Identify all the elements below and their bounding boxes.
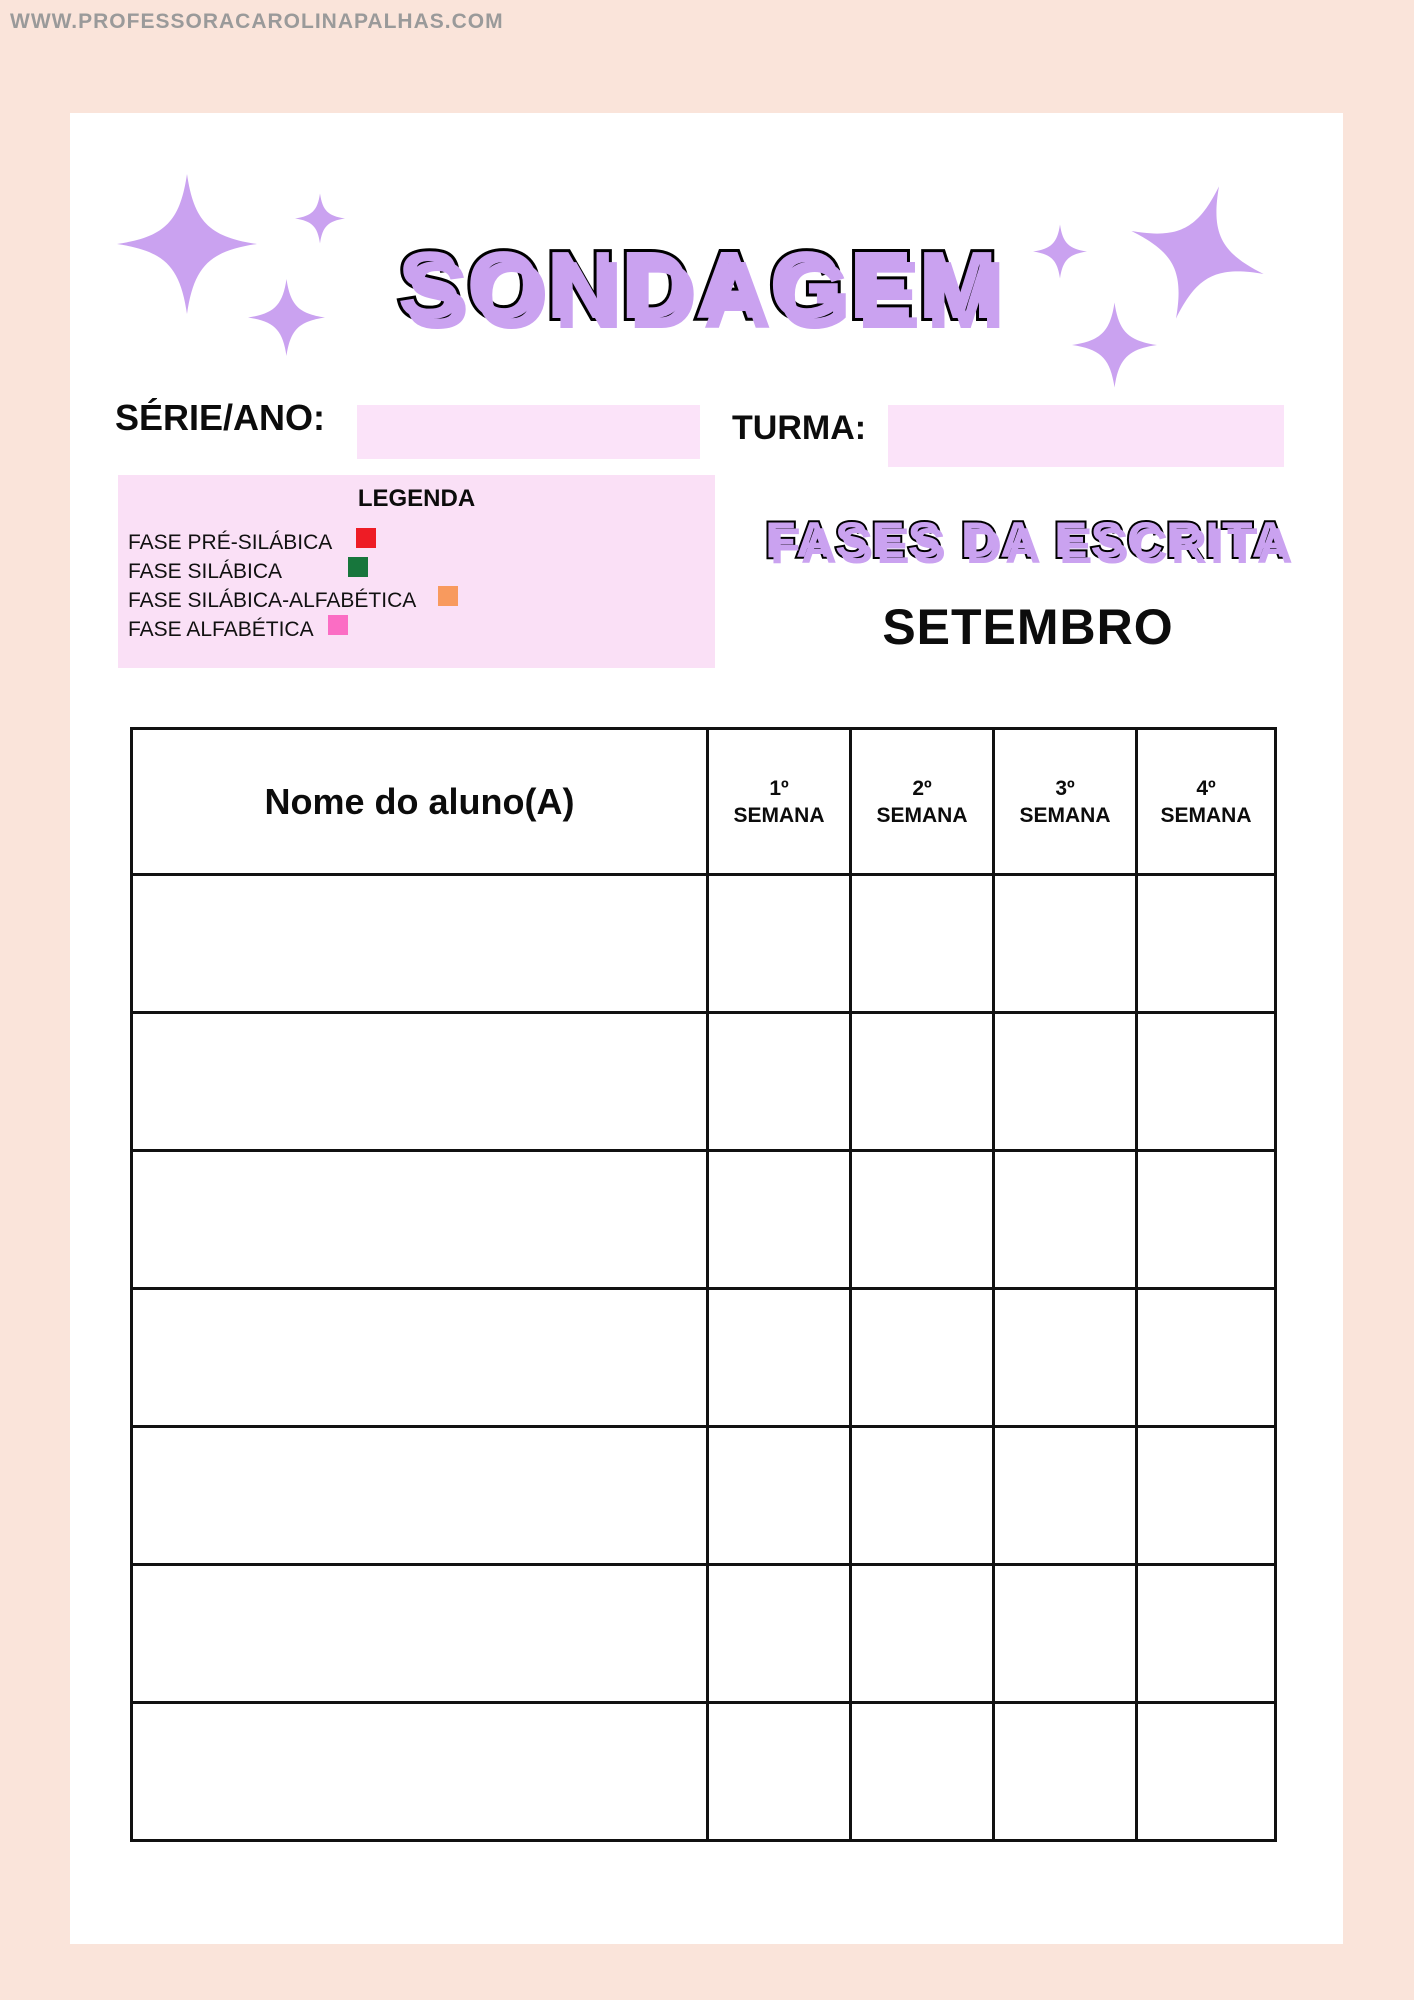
week-phase-cell[interactable]: [994, 1703, 1137, 1841]
month-label: SETEMBRO: [882, 599, 1174, 655]
sparkle-icon: [295, 190, 345, 247]
column-header-week-4: [1137, 729, 1276, 875]
week-phase-cell[interactable]: [708, 1703, 851, 1841]
worksheet-page: [70, 113, 1343, 1944]
legend-item-label: FASE ALFABÉTICA: [128, 617, 314, 641]
legend-item-label: FASE SILÁBICA: [128, 559, 283, 583]
week-phase-cell[interactable]: [708, 875, 851, 1013]
page-title: SONDAGEM: [397, 232, 1003, 339]
student-name-cell[interactable]: [132, 1289, 708, 1427]
legend-title: LEGENDA: [357, 485, 476, 512]
week-phase-cell[interactable]: [851, 875, 994, 1013]
turma-field[interactable]: [888, 405, 1284, 467]
table-row: [132, 875, 1276, 1013]
student-name-cell[interactable]: [132, 1151, 708, 1289]
website-url: WWW.PROFESSORACAROLINAPALHAS.COM: [10, 10, 504, 33]
week-phase-cell[interactable]: [708, 1289, 851, 1427]
week-phase-cell[interactable]: [851, 1565, 994, 1703]
legend-list: [128, 528, 705, 644]
sparkle-icon: [117, 168, 257, 320]
week-phase-cell[interactable]: [994, 1013, 1137, 1151]
student-name-cell[interactable]: [132, 1013, 708, 1151]
subtitle-fases-da-escrita: FASES DA ESCRITA: [765, 512, 1291, 568]
color-swatch-silabica-alfabetica: [438, 586, 458, 606]
legend-item-label: FASE SILÁBICA-ALFABÉTICA: [128, 588, 417, 612]
week-phase-cell[interactable]: [1137, 1427, 1276, 1565]
week-number: 2º: [912, 776, 932, 800]
column-header-week-3: [994, 729, 1137, 875]
week-phase-cell[interactable]: [708, 1565, 851, 1703]
week-phase-cell[interactable]: [708, 1151, 851, 1289]
week-phase-cell[interactable]: [994, 1565, 1137, 1703]
week-number: 4º: [1196, 776, 1216, 800]
table-row: [132, 1151, 1276, 1289]
column-header-student-name: Nome do aluno(A): [132, 729, 708, 875]
table-row: [132, 1703, 1276, 1841]
column-header-week-1: [708, 729, 851, 875]
week-phase-cell[interactable]: [1137, 875, 1276, 1013]
sparkle-icon: [248, 273, 325, 362]
week-phase-cell[interactable]: [708, 1427, 851, 1565]
table-row: [132, 1289, 1276, 1427]
student-name-cell[interactable]: [132, 1565, 708, 1703]
legend-item-silabica: [128, 557, 705, 586]
student-table-body: [132, 875, 1276, 1841]
legend-panel: [118, 475, 715, 668]
week-word: SEMANA: [1019, 803, 1111, 827]
week-phase-cell[interactable]: [1137, 1151, 1276, 1289]
week-phase-cell[interactable]: [851, 1703, 994, 1841]
legend-item-silabica-alfabetica: [128, 586, 705, 615]
color-swatch-alfabetica: [328, 615, 348, 635]
week-phase-cell[interactable]: [1137, 1703, 1276, 1841]
week-word: SEMANA: [876, 803, 968, 827]
student-name-cell[interactable]: [132, 875, 708, 1013]
week-word: SEMANA: [1160, 803, 1252, 827]
serie-ano-field[interactable]: [357, 405, 700, 459]
week-word: SEMANA: [733, 803, 825, 827]
week-number: 1º: [769, 776, 789, 800]
week-phase-cell[interactable]: [851, 1427, 994, 1565]
week-phase-cell[interactable]: [1137, 1013, 1276, 1151]
week-phase-cell[interactable]: [994, 1289, 1137, 1427]
table-header-row: [132, 729, 1276, 875]
week-phase-cell[interactable]: [994, 1427, 1137, 1565]
color-swatch-silabica: [348, 557, 368, 577]
turma-label: TURMA:: [732, 409, 867, 447]
student-name-cell[interactable]: [132, 1427, 708, 1565]
legend-item-alfabetica: [128, 615, 705, 644]
color-swatch-pre-silabica: [356, 528, 376, 548]
student-name-cell[interactable]: [132, 1703, 708, 1841]
legend-item-pre-silabica: [128, 528, 705, 557]
sparkle-icon: [1072, 300, 1157, 390]
week-phase-cell[interactable]: [851, 1151, 994, 1289]
serie-ano-label: SÉRIE/ANO:: [115, 397, 326, 438]
week-phase-cell[interactable]: [994, 1151, 1137, 1289]
week-phase-cell[interactable]: [708, 1013, 851, 1151]
student-tracking-table: [130, 727, 1277, 1842]
week-phase-cell[interactable]: [851, 1013, 994, 1151]
table-row: [132, 1427, 1276, 1565]
week-phase-cell[interactable]: [994, 875, 1137, 1013]
week-number: 3º: [1055, 776, 1075, 800]
week-phase-cell[interactable]: [851, 1289, 994, 1427]
legend-item-label: FASE PRÉ-SILÁBICA: [128, 530, 333, 554]
table-row: [132, 1013, 1276, 1151]
week-phase-cell[interactable]: [1137, 1289, 1276, 1427]
table-row: [132, 1565, 1276, 1703]
column-header-week-2: [851, 729, 994, 875]
week-phase-cell[interactable]: [1137, 1565, 1276, 1703]
